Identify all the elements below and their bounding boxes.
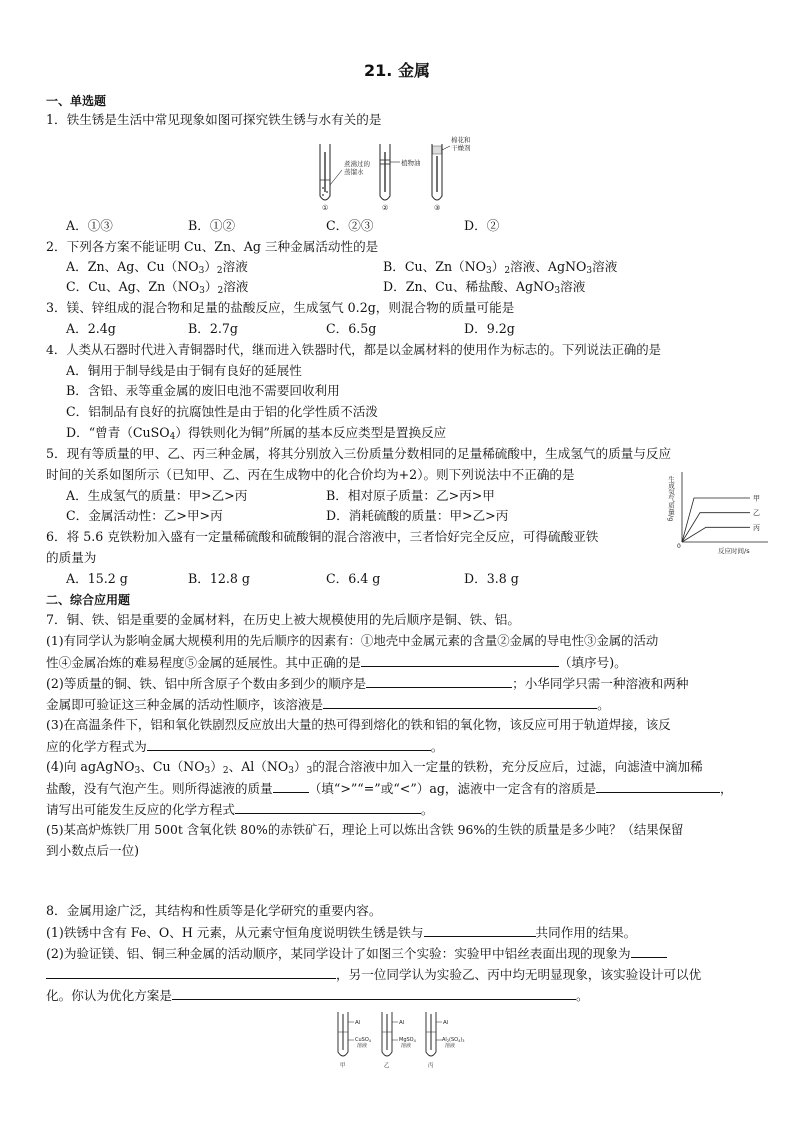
q3-stem: 3．镁、锌组成的混合物和足量的盐酸反应，生成氢气 0.2g，则混合物的质量可能是 bbox=[46, 300, 515, 315]
q7-blank-5[interactable] bbox=[273, 779, 309, 793]
q7-blank-6[interactable] bbox=[596, 779, 720, 793]
q2-option-b: B．Cu、$Zn(NO_3)_2$溶液、AgNO$_3$溶液 bbox=[383, 259, 618, 276]
q1-option-c: C．②③ bbox=[326, 218, 374, 233]
q6-option-b: B．12.8 g bbox=[188, 571, 250, 586]
q1-label-oil: 植物油 bbox=[401, 159, 421, 167]
q8-label-sol-1: CuSO$_4$ bbox=[355, 1037, 372, 1043]
q5-stem-line2: 时间的关系如图所示（已知甲、乙、丙在生成物中的化合价均为+2）。则下列说法中不正确的是 bbox=[46, 467, 575, 482]
q1-option-a: A．①③ bbox=[66, 218, 113, 233]
q1-label-desiccant: 干燥剂 bbox=[451, 144, 471, 152]
q8-line3: (2)为验证镁、铝、铜三种金属的活动顺序，某同学设计了如图三个实验：实验甲中铝丝表面出现的现象为 bbox=[46, 944, 667, 963]
q7-line3: 性④金属冶炼的难易程度⑤金属的延展性。其中正确的是 （填序号)。 bbox=[46, 655, 627, 670]
q2-option-a: A．Zn、Ag、$Cu(NO_3)_2$溶液 bbox=[66, 259, 248, 276]
q8-line5: 化。你认为优化方案是 。 bbox=[46, 988, 589, 1003]
q6-stem-line2: 的质量为 bbox=[46, 550, 97, 565]
q1-label-n1: ① bbox=[322, 204, 329, 212]
q8-label-sol-2: MgSO$_4$ bbox=[399, 1037, 416, 1043]
q8-label-al-2: Al bbox=[399, 1020, 405, 1026]
q2-stem: 2．下列各方案不能证明 Cu、Zn、Ag 三种金属活动性的是 bbox=[46, 239, 379, 254]
q8-line1: 8．金属用途广泛，其结构和性质等是化学研究的重要内容。 bbox=[46, 903, 382, 918]
q6-option-c: C．6.4 g bbox=[326, 571, 381, 586]
q7-line6: (3)在高温条件下，铝和氧化铁剧烈反应放出大量的热可得到熔化的铁和铝的氧化物，该反应可用于轨道焊接，该反 bbox=[46, 717, 671, 732]
page-title: 21. 金属 bbox=[364, 61, 430, 80]
q5-chart-origin: 0 bbox=[677, 543, 681, 550]
q7-blank-4[interactable] bbox=[147, 737, 431, 751]
q5-option-a: A．生成氢气的质量：甲>乙>丙 bbox=[66, 488, 248, 503]
q7-blank-3[interactable] bbox=[323, 695, 597, 709]
q6-option-d: D．3.8 g bbox=[464, 571, 519, 586]
q2-option-c: C．Cu、Ag、$Zn(NO_3)_2$溶液 bbox=[66, 279, 249, 296]
q7-line8: (4)向 agAgNO$_3$、$Cu(NO_3)_2$、$Al(NO_3)_3$的混合溶液中加入一定量的铁粉，充分反应后，过滤，向滤渣中滴加稀 bbox=[46, 759, 703, 776]
q7-line4: (2)等质量的铜、铁、铝中所含原子个数由多到少的顺序是 ；小华同学只需一种溶液和两种 bbox=[46, 676, 689, 691]
q8-figure bbox=[330, 1008, 480, 1070]
q3-option-a: A．2.4g bbox=[66, 321, 116, 336]
q5-series-label-2: 乙 bbox=[753, 509, 760, 518]
q8-label-soln-2: 溶液 bbox=[401, 1043, 412, 1049]
q1-option-d: D．② bbox=[464, 218, 500, 233]
q7-line2: (1)有同学认为影响金属大规模利用的先后顺序的因素有：①地壳中金属元素的含量②金属的导电性③金属的活动 bbox=[46, 633, 659, 648]
q1-label-n2: ② bbox=[382, 204, 389, 212]
q8-label-bing: 丙 bbox=[428, 1063, 434, 1069]
q8-label-soln-3: 溶液 bbox=[445, 1043, 456, 1049]
q7-blank-7[interactable] bbox=[235, 800, 421, 814]
q3-option-d: D．9.2g bbox=[464, 321, 515, 336]
q1-label-boiled: 煮沸过的 bbox=[344, 160, 370, 168]
q8-blank-1[interactable] bbox=[424, 923, 536, 937]
q3-option-c: C．6.5g bbox=[326, 321, 377, 336]
q5-chart-ylabel: 生成氢气质量/g bbox=[667, 476, 675, 522]
q8-blank-3[interactable] bbox=[172, 986, 576, 1000]
q8-label-jia: 甲 bbox=[340, 1063, 346, 1069]
q5-series-line-3 bbox=[682, 527, 750, 542]
q8-line2: (1)铁锈中含有 Fe、O、H 元素，从元素守恒角度说明铁生锈是铁与 共同作用的结果。 bbox=[46, 925, 637, 940]
section-heading-comprehensive: 二、综合应用题 bbox=[46, 593, 131, 607]
q7-blank-2[interactable] bbox=[366, 674, 512, 688]
q5-option-d: D．消耗硫酸的质量：甲>乙>丙 bbox=[326, 508, 509, 523]
q8-label-soln-1: 溶液 bbox=[357, 1043, 368, 1049]
q4-option-a: A．铜用于制导线是由于铜有良好的延展性 bbox=[66, 363, 302, 378]
q7-line9: 盐酸，没有气泡产生。则所得滤液的质量 （填“>”“=”或“<”）ag，滤液中一定含有的溶质是 ， bbox=[46, 781, 733, 796]
q5-series-label-1: 甲 bbox=[753, 494, 760, 503]
q8-label-yi: 乙 bbox=[384, 1063, 390, 1069]
q8-label-al-1: Al bbox=[355, 1020, 361, 1026]
q1-label-n3: ③ bbox=[434, 204, 441, 212]
q7-line12: 到小数点后一位) bbox=[46, 843, 140, 858]
q4-stem: 4．人类从石器时代进入青铜器时代，继而进入铁器时代，都是以金属材料的使用作为标志的。下列说法正确的是 bbox=[46, 342, 662, 357]
q1-option-b: B．①② bbox=[188, 218, 236, 233]
q8-line4: ，另一位同学认为实验乙、丙中均无明显现象，该实验设计可以优 bbox=[46, 965, 701, 984]
q7-line10: 请写出可能发生反应的化学方程式 。 bbox=[46, 802, 434, 817]
q1-stem: 1．铁生锈是生活中常见现象如图可探究铁生锈与水有关的是 bbox=[46, 112, 382, 127]
q1-label-water: 蒸馏水 bbox=[344, 168, 364, 176]
q7-blank-1[interactable] bbox=[361, 653, 559, 667]
q5-option-c: C．金属活动性：乙>甲>丙 bbox=[66, 508, 223, 523]
q8-blank-2a[interactable] bbox=[631, 944, 667, 958]
q6-stem-line1: 6．将 5.6 克铁粉加入盛有一定量稀硫酸和硫酸铜的混合溶液中，三者恰好完全反应，可得硫酸亚铁 bbox=[46, 529, 599, 544]
section-heading-single-choice: 一、单选题 bbox=[46, 94, 107, 108]
q8-blank-2b[interactable] bbox=[46, 965, 336, 979]
q7-line5: 金属即可验证这三种金属的活动性顺序，该溶液是 。 bbox=[46, 697, 610, 712]
q6-option-a: A．15.2 g bbox=[66, 571, 128, 586]
q4-option-b: B．含铅、汞等重金属的废旧电池不需要回收利用 bbox=[66, 383, 340, 398]
q8-label-sol-3: $Al_2(SO_4)_3$ bbox=[442, 1037, 465, 1043]
q8-label-al-3: Al bbox=[443, 1020, 449, 1026]
q5-chart bbox=[668, 470, 778, 558]
q5-stem-line1: 5．现有等质量的甲、乙、丙三种金属，将其分别放入三份质量分数相同的足量稀硫酸中，生成氢气的质量与反应 bbox=[46, 446, 672, 461]
q3-option-b: B．2.7g bbox=[188, 321, 238, 336]
q1-label-cotton: 棉花和 bbox=[451, 136, 471, 144]
q7-line11: (5)某高炉炼铁厂用 500t 含氧化铁 80%的赤铁矿石，理论上可以炼出含铁 96%的生铁的质量是多少吨？（结果保留 bbox=[46, 822, 684, 837]
q4-option-c: C．铝制品有良好的抗腐蚀性是由于铝的化学性质不活泼 bbox=[66, 404, 378, 419]
q4-option-d: D．“曾青（CuSO$_4$）得铁则化为铜”所属的基本反应类型是置换反应 bbox=[66, 425, 447, 442]
q7-line7: 应的化学方程式为 。 bbox=[46, 739, 444, 754]
q5-option-b: B．相对原子质量：乙>丙>甲 bbox=[326, 488, 495, 503]
q1-figure bbox=[300, 136, 471, 212]
q5-chart-xlabel: 反应时间/s bbox=[718, 547, 750, 555]
q2-option-d: D．Zn、Cu、稀盐酸、AgNO$_3$溶液 bbox=[383, 279, 586, 296]
q5-series-label-3: 丙 bbox=[753, 523, 760, 532]
q7-line1: 7．铜、铁、铝是重要的金属材料，在历史上被大规模使用的先后顺序是铜、铁、铝。 bbox=[46, 612, 520, 627]
